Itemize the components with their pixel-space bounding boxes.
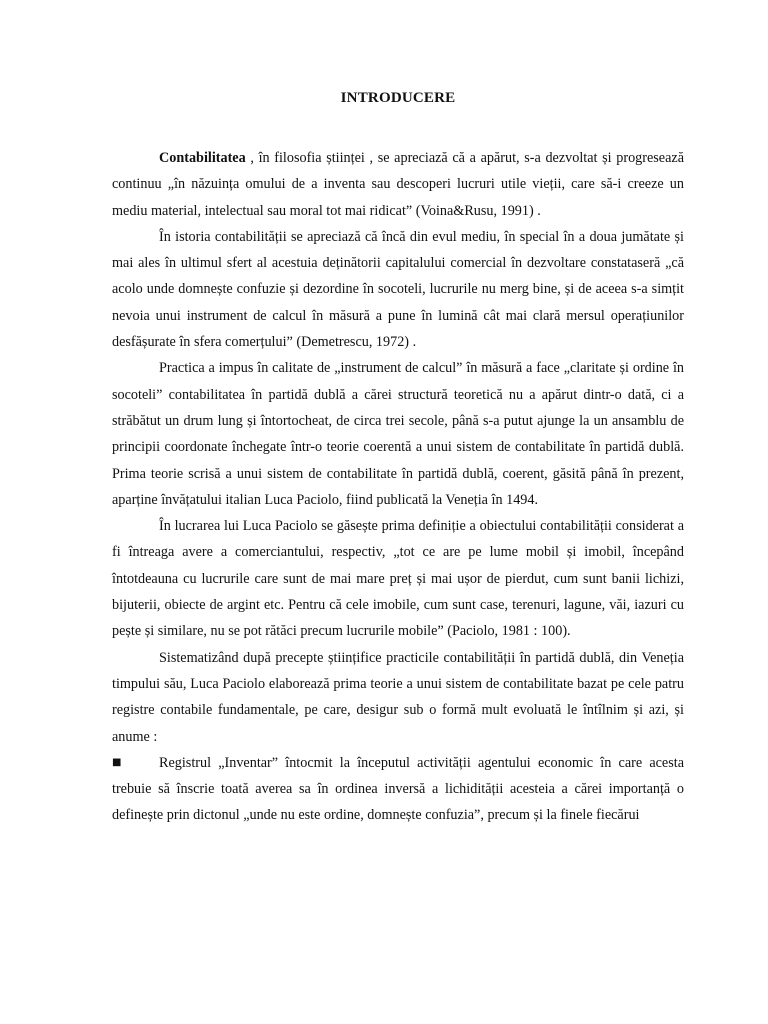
paragraph-3: Practica a impus în calitate de „instrument de calcul” în măsură a face „claritate și ordine în socoteli” contabilitatea în partidă dublă a cărei structură teoretică nu a apărut dintr-o dată, ci a străbătut un drum lung și întortocheat, de circa trei secole, până s-a putut ajunge la un ansamblu de principii coordonate închegate într-o teorie coerentă a unui sistem de contabilitate în partidă dublă. Prima teorie scrisă a unui sistem de contabilitate în partidă dublă, coerent, găsită până în prezent, aparține învățatului italian Luca Paciolo, fiind publicată la Veneția în 1494. [112,360,684,508]
paragraph-4: În lucrarea lui Luca Paciolo se găsește prima definiție a obiectului contabilității considerat a fi întreaga avere a comerciantului, respectiv, „tot ce are pe lume mobil și imobil, începând întotdeauna cu lucrurile care sunt de mai mare preț și mai ușor de pierdut, cum sunt banii lichizi, bijuterii, obiecte de argint etc. Pentru că cele imobile, cum sunt case, terenuri, lagune, văi, iazuri cu pește și similare, nu se pot rătăci precum lucrurile mobile” (Paciolo, 1981 : 100). [112,518,684,640]
paragraph-2: În istoria contabilității se apreciază că încă din evul mediu, în special în a doua jumătate și mai ales în ultimul sfert al acestuia deținătorii capitalului comercial în dezvoltare constataseră „că acolo unde domnește confuzie și dezordine în socoteli, lucrurile nu merg bine, și de aceea s-a simțit nevoia unui instrument de calcul în măsură a pune în lumină cât mai clară mersul operațiunilor desfășurate în sfera comerțului” (Demetrescu, 1972) . [112,228,684,351]
bold-term: Contabilitatea [159,150,246,166]
bullet-item-1-text: Registrul „Inventar” întocmit la începutul activității agentului economic în care acesta trebuie să înscrie toată averea sa în ordinea inversă a lichidității acesteia a cărei importanță o definește prin dictonul „unde nu este ordine, domnește confuzia”, precum și la finele fiecărui [112,754,684,824]
paragraph-1-text: , în filosofia științei , se apreciază că a apărut, s-a dezvoltat și progresează continuu „în năzuința omului de a inventa sau descoperi lucruri utile vieții, care să-i creeze un mediu material, intelectual sau moral tot mai ridicat” (Voina&Rusu, 1991) . [112,150,684,219]
paragraph-1 [112,145,684,224]
bullet-square-icon: ■ [112,756,122,768]
page-title: INTRODUCERE [340,90,456,106]
paragraph-5: Sistematizând după precepte științifice practicile contabilității în partidă dublă, din Veneția timpului său, Luca Paciolo elaborează prima teorie a unui sistem de contabilitate bazat pe cele patru registre contabile fundamentale, pe care, desigur sub o formă mult evoluată le întîlnim și azi, și anume : [112,649,684,745]
bullet-item-1 [112,750,684,829]
